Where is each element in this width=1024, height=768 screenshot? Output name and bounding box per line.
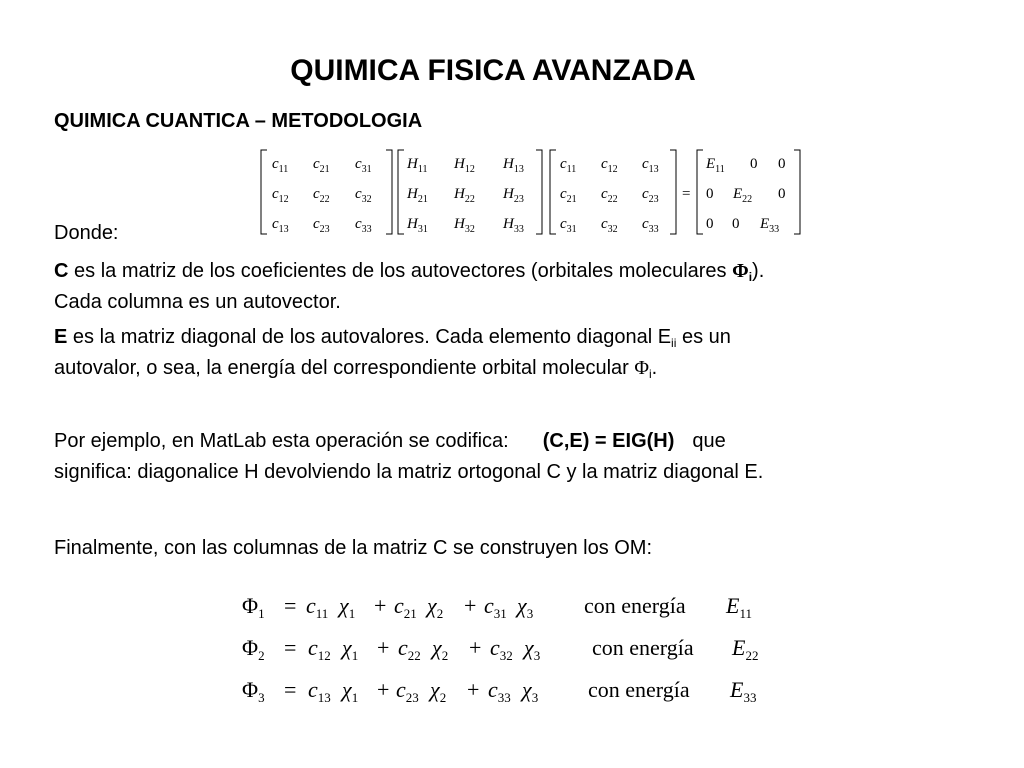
svg-text:E33: $E_{33}$ (730, 677, 757, 705)
svg-text:χ1: $\chi_1$ (342, 677, 359, 705)
matrix-element: 0 (750, 156, 758, 172)
matrix-e (705, 156, 786, 235)
matrix-element: 0 (778, 156, 786, 172)
matrix-element: $c_{32}$ (355, 186, 372, 205)
matrix-element: $c_{22}$ (313, 186, 330, 205)
e-text-end: es un (676, 326, 731, 348)
matrix-element: $c_{21}$ (313, 156, 330, 175)
matrix-c-transpose (272, 156, 372, 235)
svg-text:c11: $c_{11}$ (306, 593, 329, 621)
matrix-element: $c_{12}$ (272, 186, 289, 205)
donde-label: Donde: (54, 222, 119, 244)
e-letter: E (54, 326, 68, 348)
svg-text:E22: $E_{22}$ (732, 635, 759, 663)
c-text: es la matriz de los coeficientes de los autovectores (orbitales moleculares (68, 260, 733, 282)
matrix-element: $H_{12}$ (454, 156, 475, 175)
svg-text:=: = (284, 593, 297, 618)
matrix-element: $H_{11}$ (407, 156, 428, 175)
svg-text:c23: $c_{23}$ (396, 677, 419, 705)
matrix-c (560, 156, 659, 235)
svg-text:χ1: $\chi_1$ (342, 635, 359, 663)
om-equation-2 (242, 635, 758, 663)
matrix-element: $c_{33}$ (355, 216, 372, 235)
om-equation-3 (242, 677, 756, 705)
svg-text:=: = (284, 635, 297, 660)
phi-symbol: Φ (732, 260, 749, 282)
matrix-element: 0 (732, 216, 740, 232)
e-subscript: ii (671, 336, 677, 350)
svg-text:c13: $c_{13}$ (308, 677, 331, 705)
matlab-text: Por ejemplo, en MatLab esta operación se codifica: (54, 430, 509, 452)
final-paragraph: Finalmente, con las columnas de la matriz C se construyen los OM: (54, 537, 653, 559)
svg-text:con energía: con energía (588, 677, 690, 702)
c-close: ). (752, 260, 765, 282)
matrix-element: $c_{22}$ (601, 186, 618, 205)
svg-text:+: + (377, 677, 390, 702)
svg-text:con energía: con energía (592, 635, 694, 660)
svg-text:c21: $c_{21}$ (394, 593, 417, 621)
svg-text:c33: $c_{33}$ (488, 677, 511, 705)
matrix-equation (258, 146, 808, 238)
matlab-code: (C,E) = EIG(H) (542, 430, 675, 452)
c-letter: C (54, 260, 69, 282)
matrix-h (406, 156, 524, 235)
matrix-element: $c_{21}$ (560, 186, 577, 205)
equals-sign: = (682, 186, 691, 202)
matrix-element: $c_{11}$ (560, 156, 577, 175)
svg-text:+: + (467, 677, 480, 702)
phi-subscript: i (648, 367, 652, 381)
svg-text:χ2: $\chi_2$ (430, 677, 447, 705)
svg-text:χ3: $\chi_3$ (522, 677, 539, 705)
matlab-que: que (692, 430, 726, 452)
svg-text:con energía: con energía (584, 593, 686, 618)
matrix-element: 0 (706, 216, 714, 232)
svg-text:+: + (464, 593, 477, 618)
svg-text:c22: $c_{22}$ (398, 635, 421, 663)
e-text: es la matriz diagonal de los autovalores. Cada elemento diagonal E (67, 326, 672, 348)
matrix-element: $c_{23}$ (642, 186, 659, 205)
svg-text:+: + (374, 593, 387, 618)
svg-text:c31: $c_{31}$ (484, 593, 507, 621)
matrix-element: $c_{31}$ (560, 216, 577, 235)
matlab-text-line2: significa: diagonalice H devolviendo la matriz ortogonal C y la matriz diagonal E. (54, 461, 764, 483)
matrix-element: $c_{13}$ (642, 156, 659, 175)
page-title: QUIMICA FISICA AVANZADA (290, 54, 696, 87)
e-definition (54, 322, 731, 384)
svg-text:c12: $c_{12}$ (308, 635, 331, 663)
svg-text:χ3: $\chi_3$ (524, 635, 541, 663)
matrix-element: $E_{11}$ (706, 156, 725, 175)
matrix-element: $c_{12}$ (601, 156, 618, 175)
svg-text:χ2: $\chi_2$ (427, 593, 444, 621)
svg-text:E11: $E_{11}$ (726, 593, 752, 621)
c-definition (54, 256, 764, 318)
matrix-element: $H_{22}$ (454, 186, 475, 205)
svg-text:+: + (469, 635, 482, 660)
matrix-element: $c_{13}$ (272, 216, 289, 235)
matrix-element: 0 (706, 186, 714, 202)
phi-symbol: Φ (634, 357, 649, 379)
matrix-element: $E_{22}$ (733, 186, 753, 205)
svg-text:Φ2: $\Phi_2$ (242, 635, 265, 663)
section-subtitle: QUIMICA CUANTICA – METODOLOGIA (54, 110, 423, 132)
e-period: . (651, 357, 658, 379)
matrix-element: $c_{32}$ (601, 216, 618, 235)
matrix-element: $E_{33}$ (760, 216, 780, 235)
matrix-element: 0 (778, 186, 786, 202)
phi-subscript: i (748, 270, 753, 284)
svg-text:Φ1: $\Phi_1$ (242, 593, 265, 621)
svg-text:c32: $c_{32}$ (490, 635, 513, 663)
matlab-paragraph (54, 426, 763, 488)
matrix-element: $c_{23}$ (313, 216, 330, 235)
matrix-element: $c_{31}$ (355, 156, 372, 175)
e-text-line2: autovalor, o sea, la energía del correspondiente orbital molecular (54, 357, 635, 379)
om-equations (236, 585, 796, 715)
svg-text:χ1: $\chi_1$ (339, 593, 356, 621)
svg-text:=: = (284, 677, 297, 702)
matrix-element: $H_{21}$ (407, 186, 428, 205)
svg-text:+: + (377, 635, 390, 660)
om-equation-1 (242, 593, 752, 621)
svg-text:χ3: $\chi_3$ (517, 593, 534, 621)
matrix-element: $H_{13}$ (503, 156, 524, 175)
matrix-element: $H_{33}$ (503, 216, 524, 235)
c-text-line2: Cada columna es un autovector. (54, 291, 341, 313)
svg-text:Φ3: $\Phi_3$ (242, 677, 265, 705)
matrix-element: $H_{23}$ (503, 186, 524, 205)
matrix-element: $H_{32}$ (454, 216, 475, 235)
matrix-element: $H_{31}$ (407, 216, 428, 235)
matrix-element: $c_{11}$ (272, 156, 289, 175)
matrix-element: $c_{33}$ (642, 216, 659, 235)
svg-text:χ2: $\chi_2$ (432, 635, 449, 663)
